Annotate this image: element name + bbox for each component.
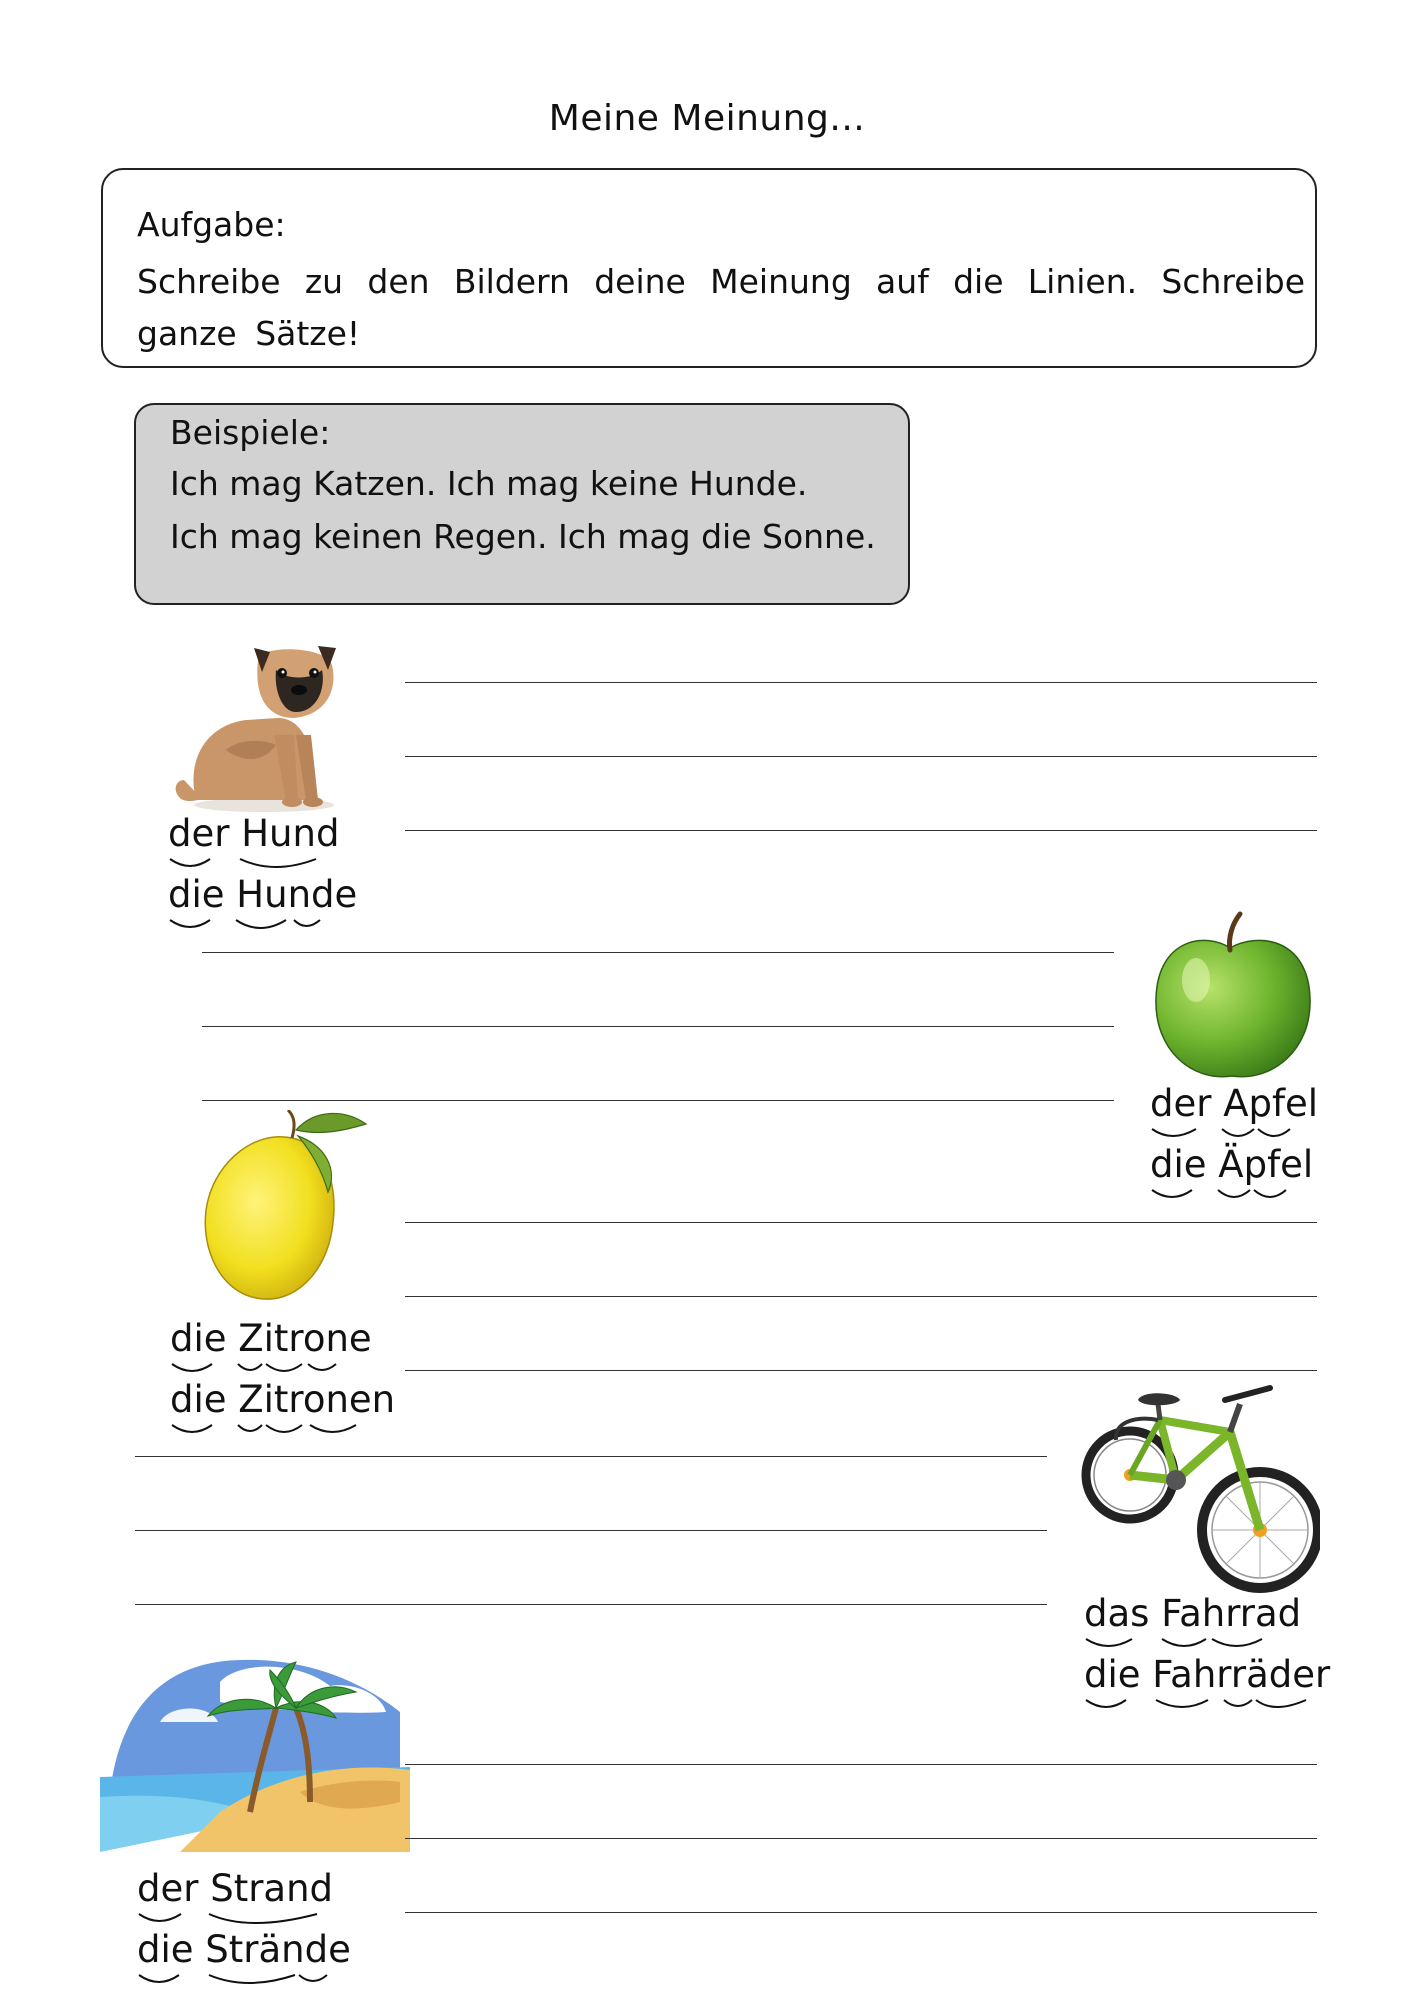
writing-line bbox=[405, 1296, 1317, 1297]
task-text: Schreibe zu den Bildern deine Meinung auf die Linien. Schreibe ganze Sätze! bbox=[137, 262, 1305, 353]
syllable-arcs bbox=[137, 1971, 337, 1991]
item-singular-beach: der Strand bbox=[137, 1867, 334, 1910]
writing-line bbox=[202, 1100, 1114, 1101]
writing-line bbox=[405, 830, 1317, 831]
bicycle-icon bbox=[1080, 1380, 1320, 1604]
writing-line bbox=[135, 1604, 1047, 1605]
writing-line bbox=[405, 1764, 1317, 1765]
item-plural-beach: die Strände bbox=[137, 1928, 351, 1971]
syllable-arcs bbox=[170, 1360, 360, 1380]
item-plural-lemon: die Zitronen bbox=[170, 1378, 396, 1421]
item-singular-dog: der Hund bbox=[168, 812, 340, 855]
item-plural-dog: die Hunde bbox=[168, 873, 358, 916]
syllable-arcs bbox=[1150, 1125, 1300, 1145]
writing-line bbox=[202, 1026, 1114, 1027]
writing-line bbox=[135, 1456, 1047, 1457]
syllable-arcs bbox=[1084, 1635, 1304, 1655]
example-line: Ich mag Katzen. Ich mag keine Hunde. bbox=[170, 464, 808, 503]
examples-label: Beispiele: bbox=[170, 413, 331, 452]
writing-line bbox=[405, 1370, 1317, 1371]
writing-line bbox=[405, 682, 1317, 683]
syllable-arcs bbox=[1150, 1186, 1300, 1206]
writing-line bbox=[405, 756, 1317, 757]
beach-icon bbox=[100, 1652, 410, 1856]
syllable-arcs bbox=[168, 855, 328, 875]
syllable-arcs bbox=[168, 916, 338, 936]
dog-icon bbox=[166, 640, 346, 819]
writing-line bbox=[135, 1530, 1047, 1531]
item-singular-apple: der Apfel bbox=[1150, 1082, 1319, 1125]
item-singular-bicycle: das Fahrrad bbox=[1084, 1592, 1302, 1635]
task-label: Aufgabe: bbox=[137, 205, 286, 244]
item-plural-bicycle: die Fahrräder bbox=[1084, 1653, 1331, 1696]
writing-line bbox=[405, 1912, 1317, 1913]
syllable-arcs bbox=[170, 1421, 380, 1441]
item-plural-apple: die Äpfel bbox=[1150, 1143, 1314, 1186]
writing-line bbox=[405, 1222, 1317, 1223]
item-singular-lemon: die Zitrone bbox=[170, 1317, 372, 1360]
syllable-arcs bbox=[1084, 1696, 1324, 1716]
syllable-arcs bbox=[137, 1910, 337, 1930]
page-title: Meine Meinung... bbox=[548, 98, 866, 139]
lemon-icon bbox=[196, 1110, 376, 1314]
writing-line bbox=[202, 952, 1114, 953]
apple-icon bbox=[1144, 910, 1320, 1090]
writing-line bbox=[405, 1838, 1317, 1839]
example-line: Ich mag keinen Regen. Ich mag die Sonne. bbox=[170, 517, 876, 556]
